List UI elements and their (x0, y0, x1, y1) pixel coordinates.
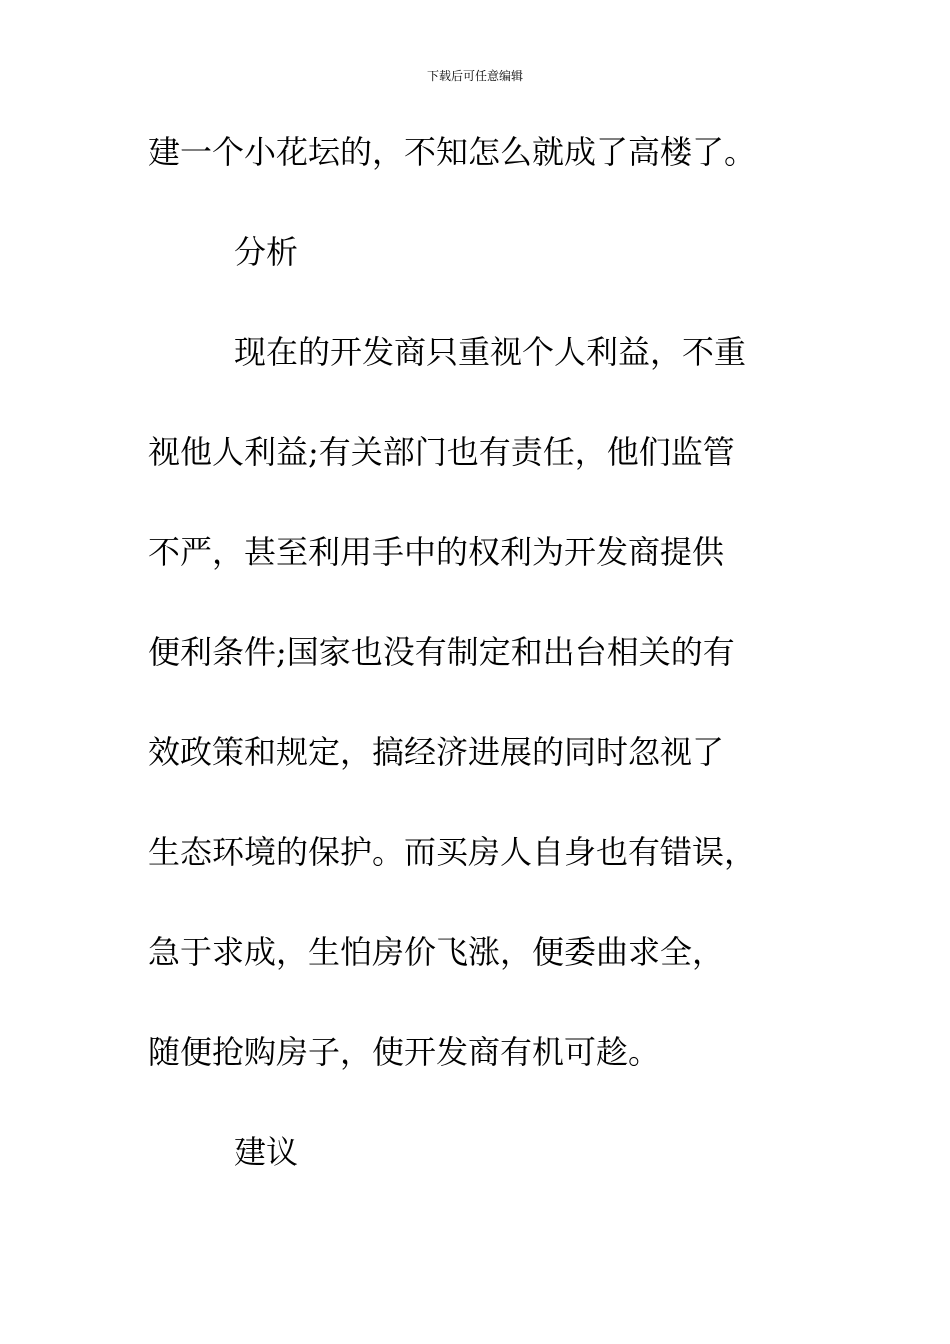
text-line-8: 生态环境的保护。而买房人自身也有错误， (148, 833, 757, 871)
text-line-4: 视他人利益;有关部门也有责任，他们监管 (148, 433, 735, 471)
text-line-5: 不严，甚至利用手中的权利为开发商提供 (148, 533, 725, 571)
text-line-10: 随便抢购房子，使开发商有机可趁。 (148, 1033, 661, 1071)
text-line-6: 便利条件;国家也没有制定和出台相关的有 (148, 633, 735, 671)
text-line-7: 效政策和规定，搞经济进展的同时忽视了 (148, 733, 725, 771)
text-line-1: 建一个小花坛的，不知怎么就成了高楼了。 (148, 133, 757, 171)
page-header: 下载后可任意编辑 (426, 69, 523, 83)
text-line-9: 急于求成，生怕房价飞涨，便委曲求全， (148, 933, 725, 971)
section-heading-analysis: 分析 (234, 233, 299, 271)
text-line-3: 现在的开发商只重视个人利益，不重 (234, 333, 747, 371)
section-heading-suggestion: 建议 (234, 1133, 299, 1171)
